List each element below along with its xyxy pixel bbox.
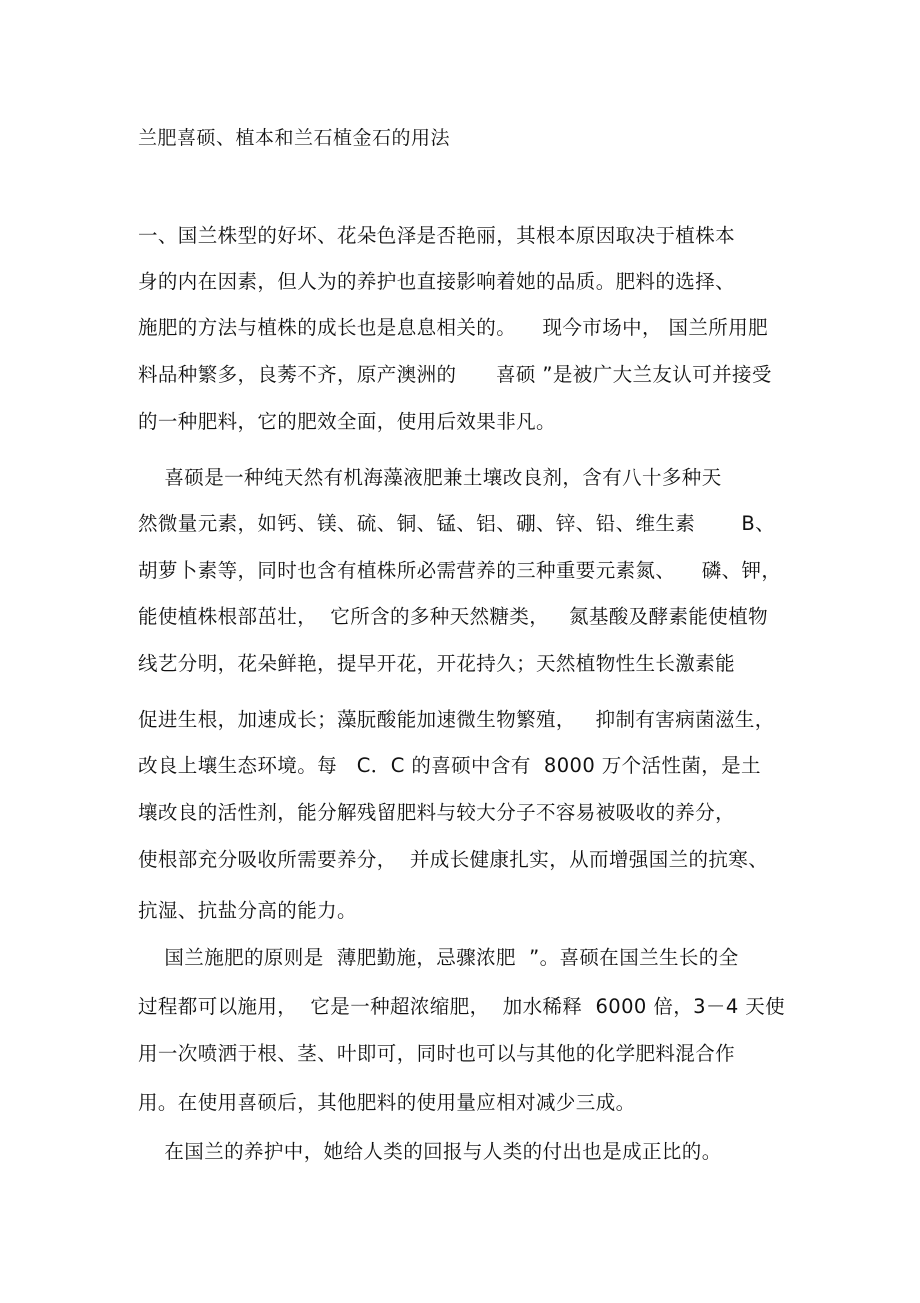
paragraph-line: 胡萝卜素等，同时也含有植株所必需营养的三种重要元素氮、 磷、钾， bbox=[138, 559, 782, 582]
paragraph-line: 一、国兰株型的好坏、花朵色泽是否艳丽，其根本原因取决于植株本 bbox=[138, 224, 736, 247]
paragraph-line: 抗湿、抗盐分高的能力。 bbox=[138, 899, 357, 922]
paragraph-line: 壤改良的活性剂，能分解残留肥料与较大分子不容易被吸收的养分， bbox=[138, 801, 736, 824]
paragraph-line: 改良上壤生态环境。每 C．C 的喜硕中含有 8000 万个活性菌，是土 bbox=[138, 754, 761, 777]
paragraph-line: 施肥的方法与植株的成长也是息息相关的。 现今市场中， 国兰所用肥 bbox=[138, 316, 768, 339]
paragraph-line: 用。在使用喜硕后，其他肥料的使用量应相对减少三成。 bbox=[138, 1091, 636, 1114]
paragraph-line: 料品种繁多，良莠不齐，原产澳洲的 喜硕 ”是被广大兰友认可并接受 bbox=[138, 363, 772, 386]
document-title: 兰肥喜硕、植本和兰石植金石的用法 bbox=[138, 127, 451, 149]
paragraph-line: 线艺分明，花朵鲜艳，提早开花，开花持久；天然植物性生长激素能 bbox=[138, 652, 736, 675]
paragraph-line: 身的内在因素，但人为的养护也直接影响着她的品质。肥料的选择、 bbox=[138, 270, 736, 293]
paragraph-line: 能使植株根部茁壮， 它所含的多种天然糖类， 氮基酸及酵素能使植物 bbox=[138, 605, 768, 628]
paragraph-line: 使根部充分吸收所需要养分， 并成长健康扎实，从而增强国兰的抗寒、 bbox=[138, 848, 769, 871]
paragraph-line: 用一次喷洒于根、茎、叶即可，同时也可以与其他的化学肥料混合作 bbox=[138, 1042, 736, 1065]
paragraph-line: 促进生根，加速成长；藻朊酸能加速微生物繁殖， 抑制有害病菌滋生， bbox=[138, 708, 775, 731]
paragraph-line: 国兰施肥的原则是 薄肥勤施，忌骤浓肥 ”。喜硕在国兰生长的全 bbox=[138, 946, 739, 969]
paragraph-line: 然微量元素，如钙、镁、硫、铜、锰、铝、硼、锌、铅、维生素 B、 bbox=[138, 512, 776, 535]
paragraph-line: 的一种肥料，它的肥效全面，使用后效果非凡。 bbox=[138, 410, 556, 433]
paragraph-line: 喜硕是一种纯天然有机海藻液肥兼土壤改良剂，含有八十多种天 bbox=[138, 466, 722, 489]
paragraph-line: 在国兰的养护中，她给人类的回报与人类的付出也是成正比的。 bbox=[138, 1140, 722, 1163]
paragraph-line: 过程都可以施用， 它是一种超浓缩肥， 加水稀释 6000 倍，3－4 天使 bbox=[138, 995, 786, 1018]
